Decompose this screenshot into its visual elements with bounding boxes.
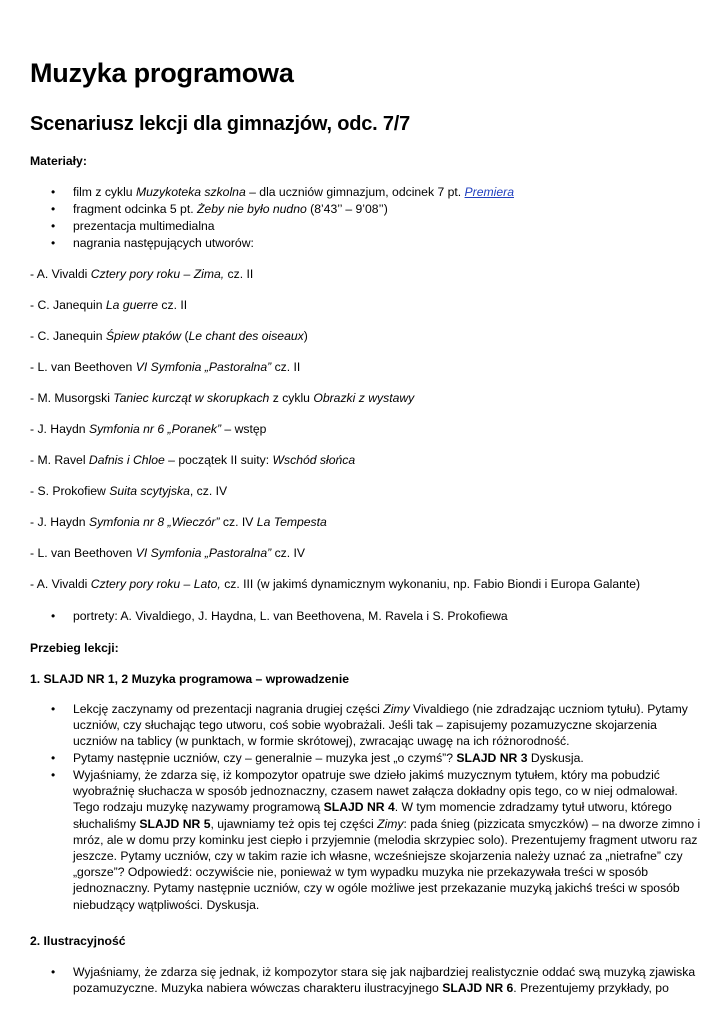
- bullet-icon: •: [51, 965, 56, 979]
- section-heading: 1. SLAJD NR 1, 2 Muzyka programowa – wprowadzenie: [30, 672, 349, 686]
- work-item: - S. Prokofiew Suita scytyjska, cz. IV: [30, 484, 228, 498]
- paragraph: Wyjaśniamy, że zdarza się jednak, iż kompozytor stara się jak najbardziej realistycznie oddać swą muzyką zjawiska pozamuzyczne. Muzyka nabiera wówczas charakteru ilustracyjnego SLAJD NR 6. Prezentujemy przykłady, po: [73, 965, 696, 996]
- work-item: - J. Haydn Symfonia nr 6 „Poranek” – wstęp: [30, 422, 267, 436]
- bullet-icon: •: [51, 219, 56, 233]
- bullet-icon: •: [51, 185, 56, 199]
- list-item: portrety: A. Vivaldiego, J. Haydna, L. van Beethovena, M. Ravela i S. Prokofiewa: [73, 609, 508, 623]
- bullet-icon: •: [51, 768, 56, 782]
- list-item: fragment odcinka 5 pt. Żeby nie było nudno (8’43’’ – 9’08’’): [73, 202, 388, 216]
- work-item: - A. Vivaldi Cztery pory roku – Lato, cz. III (w jakimś dynamicznym wykonaniu, np. Fabio Biondi i Europa Galante): [30, 577, 641, 591]
- materials-heading: Materiały:: [30, 154, 87, 168]
- bullet-icon: •: [51, 202, 56, 216]
- paragraph: Lekcję zaczynamy od prezentacji nagrania drugiej części Zimy Vivaldiego (nie zdradzając uczniom tytułu). Pytamy uczniów, czy słuchając tego utworu, coś sobie wyobrażali. Jeśli tak – zapisujemy pozamuzyczne skojarzenia uczniów na tablicy (w punktach, w formie skrótowej), zwracając uwagę na ich różnorodność.: [73, 702, 688, 749]
- course-heading: Przebieg lekcji:: [30, 641, 119, 655]
- work-item: - L. van Beethoven VI Symfonia „Pastoralna” cz. IV: [30, 546, 306, 560]
- work-item: - C. Janequin Śpiew ptaków (Le chant des oiseaux): [30, 329, 308, 343]
- section-heading: 2. Ilustracyjność: [30, 934, 126, 948]
- page-title: Muzyka programowa: [30, 58, 294, 88]
- paragraph: Pytamy następnie uczniów, czy – generalnie – muzyka jest „o czymś”? SLAJD NR 3 Dyskusja.: [73, 751, 584, 765]
- work-item: - J. Haydn Symfonia nr 8 „Wieczór” cz. IV La Tempesta: [30, 515, 327, 529]
- bullet-icon: •: [51, 702, 56, 716]
- work-item: - M. Ravel Dafnis i Chloe – początek II suity: Wschód słońca: [30, 453, 356, 467]
- list-item: film z cyklu Muzykoteka szkolna – dla uczniów gimnazjum, odcinek 7 pt. Premiera: [73, 185, 514, 199]
- list-item: prezentacja multimedialna: [73, 219, 215, 233]
- work-item: - C. Janequin La guerre cz. II: [30, 298, 188, 312]
- bullet-icon: •: [51, 236, 56, 250]
- work-item: - L. van Beethoven VI Symfonia „Pastoralna” cz. II: [30, 360, 301, 374]
- bullet-icon: •: [51, 751, 56, 765]
- paragraph: Wyjaśniamy, że zdarza się, iż kompozytor opatruje swe dzieło jakimś muzycznym tytułem, który ma pobudzić wyobraźnię słuchacza w sposób jednoznaczny, czasem nawet załącza dokładny opis tego, co w niej odmalował. Tego rodzaju muzykę nazywamy programową SLAJD NR 4. W tym momencie zdradzamy tytuł utworu, którego słuchaliśmy SLAJD NR 5, ujawniamy też opis tej części Zimy: pada śnieg (pizzicata smyczków) – na dworze zimno i mróz, ale w domu przy kominku jest ciepło i przyjemnie (melodia skrzypiec solo). Prezentujemy fragment utworu raz jeszcze. Pytamy uczniów, czy w takim razie ich własne, wcześniejsze skojarzenia należy uznać za „nietrafne” czy „gorsze”? Odpowiedź: oczywiście nie, ponieważ w tym wypadku muzyka nie przekazywała treści w sposób jednoznaczny. Pytamy następnie uczniów, czy w ogóle możliwe jest przekazanie muzyką jakichś treści w sposób niebudzący wątpliwości. Dyskusja.: [73, 768, 701, 912]
- premiera-link[interactable]: Premiera: [464, 185, 514, 199]
- work-item: - A. Vivaldi Cztery pory roku – Zima, cz. II: [30, 267, 254, 281]
- bullet-icon: •: [51, 609, 56, 623]
- list-item: nagrania następujących utworów:: [73, 236, 254, 250]
- page-subtitle: Scenariusz lekcji dla gimnazjów, odc. 7/7: [30, 113, 411, 135]
- work-item: - M. Musorgski Taniec kurcząt w skorupkach z cyklu Obrazki z wystawy: [30, 391, 415, 405]
